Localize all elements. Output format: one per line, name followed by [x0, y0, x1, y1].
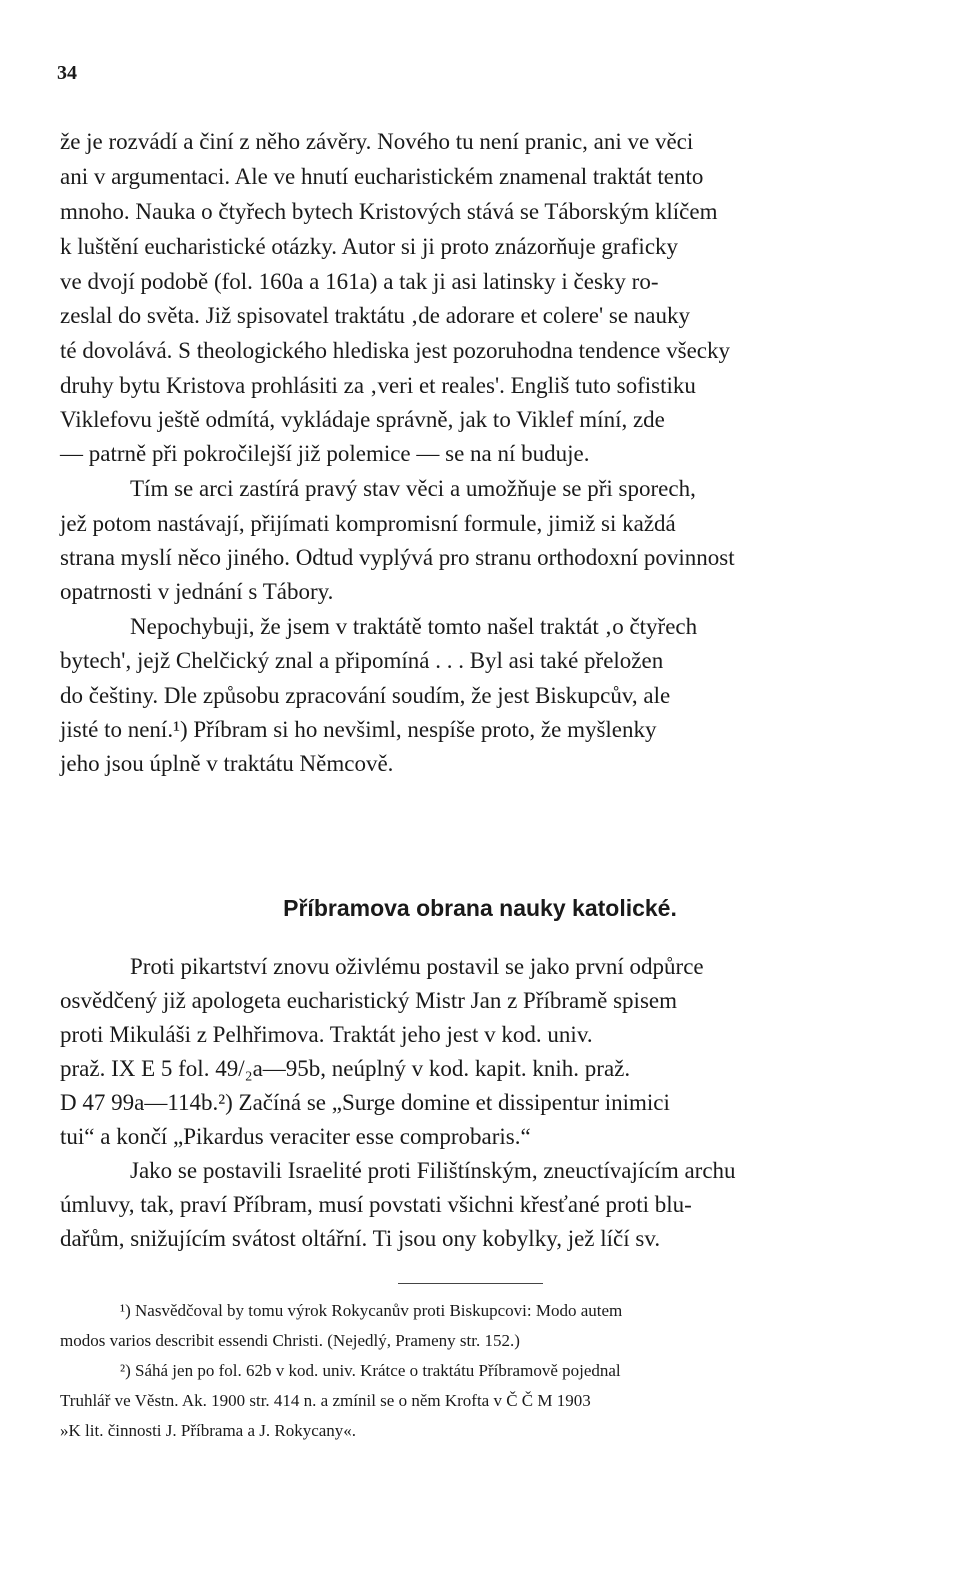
body-text-line: bytech', jejž Chelčický znal a připomíná . . . Byl asi také přeložen [60, 648, 664, 673]
body-text-line: že je rozvádí a činí z něho závěry. Nového tu není pranic, ani ve věci [60, 129, 694, 154]
body-text-line: té dovolává. S theologického hlediska jest pozoruhodna tendence všecky [60, 338, 730, 363]
body-text-line: k luštění eucharistické otázky. Autor si ji proto znázorňuje graficky [60, 234, 679, 259]
body-text-line: ve dvojí podobě (fol. 160a a 161a) a tak ji asi latinsky i česky ro- [60, 269, 659, 294]
section-title: Příbramova obrana nauky katolické. [283, 895, 677, 921]
page-number: 34 [57, 62, 77, 84]
footnote-divider [398, 1283, 543, 1284]
body-text-line: Tím se arci zastírá pravý stav věci a umožňuje se při sporech, [130, 476, 696, 501]
body-text-line: praž. IX E 5 fol. 49/₂a—95b, neúplný v kod. kapit. knih. praž. [60, 1056, 631, 1081]
body-text-line: Jako se postavili Israelité proti Filištínským, zneuctívajícím archu [130, 1158, 736, 1183]
body-text-line: D 47 99a—114b.²) Začíná se „Surge domine et dissipentur inimici [60, 1090, 670, 1115]
body-text-line: zeslal do světa. Již spisovatel traktátu ‚de adorare et colere' se nauky [60, 303, 690, 328]
body-text-line: Proti pikartství znovu oživlému postavil se jako první odpůrce [130, 954, 704, 979]
body-text-line: úmluvy, tak, praví Příbram, musí povstati všichni křesťané proti blu- [60, 1192, 692, 1217]
body-text-line: Viklefovu ještě odmítá, vykládaje správně, jak to Viklef míní, zde [60, 407, 665, 432]
body-text-line: do češtiny. Dle způsobu zpracování soudím, že jest Biskupcův, ale [60, 683, 671, 708]
footnote-line: Truhlář ve Věstn. Ak. 1900 str. 414 n. a zmínil se o něm Krofta v Č Č M 1903 [60, 1391, 591, 1410]
body-text-line: Nepochybuji, že jsem v traktátě tomto našel traktát ‚o čtyřech [130, 614, 698, 639]
footnote-line: ¹) Nasvědčoval by tomu výrok Rokycanův proti Biskupcovi: Modo autem [120, 1301, 623, 1320]
body-text-line: strana myslí něco jiného. Odtud vyplývá pro stranu orthodoxní povinnost [60, 545, 735, 570]
body-text-line: tui“ a končí „Pikardus veraciter esse comprobaris.“ [60, 1124, 531, 1149]
body-text-line: — patrně při pokročilejší již polemice — se na ní buduje. [60, 441, 590, 466]
body-text-line: mnoho. Nauka o čtyřech bytech Kristových stává se Táborským klíčem [60, 199, 718, 224]
body-text-line: dařům, snižujícím svátost oltářní. Ti jsou ony kobylky, jež líčí sv. [60, 1226, 661, 1251]
body-text-line: druhy bytu Kristova prohlásiti za ‚veri et reales'. Engliš tuto sofistiku [60, 373, 696, 398]
body-text-line: jež potom nastávají, přijímati kompromisní formule, jimiž si každá [60, 511, 676, 536]
body-text-line: proti Mikuláši z Pelhřimova. Traktát jeho jest v kod. univ. [60, 1022, 593, 1047]
body-text-line: osvědčený již apologeta eucharistický Mistr Jan z Příbramě spisem [60, 988, 677, 1013]
footnote-line: ²) Sáhá jen po fol. 62b v kod. univ. Krátce o traktátu Příbramově pojednal [120, 1361, 621, 1380]
body-text-line: opatrnosti v jednání s Tábory. [60, 579, 334, 604]
body-text-line: jeho jsou úplně v traktátu Němcově. [60, 751, 394, 776]
body-text-line: jisté to není.¹) Příbram si ho nevšiml, nespíše proto, že myšlenky [60, 717, 657, 742]
footnote-line: modos varios describit essendi Christi. (Nejedlý, Prameny str. 152.) [60, 1331, 520, 1350]
footnote-line: »K lit. činnosti J. Příbrama a J. Rokycany«. [60, 1421, 357, 1440]
body-text-line: ani v argumentaci. Ale ve hnutí eucharistickém znamenal traktát tento [60, 164, 704, 189]
